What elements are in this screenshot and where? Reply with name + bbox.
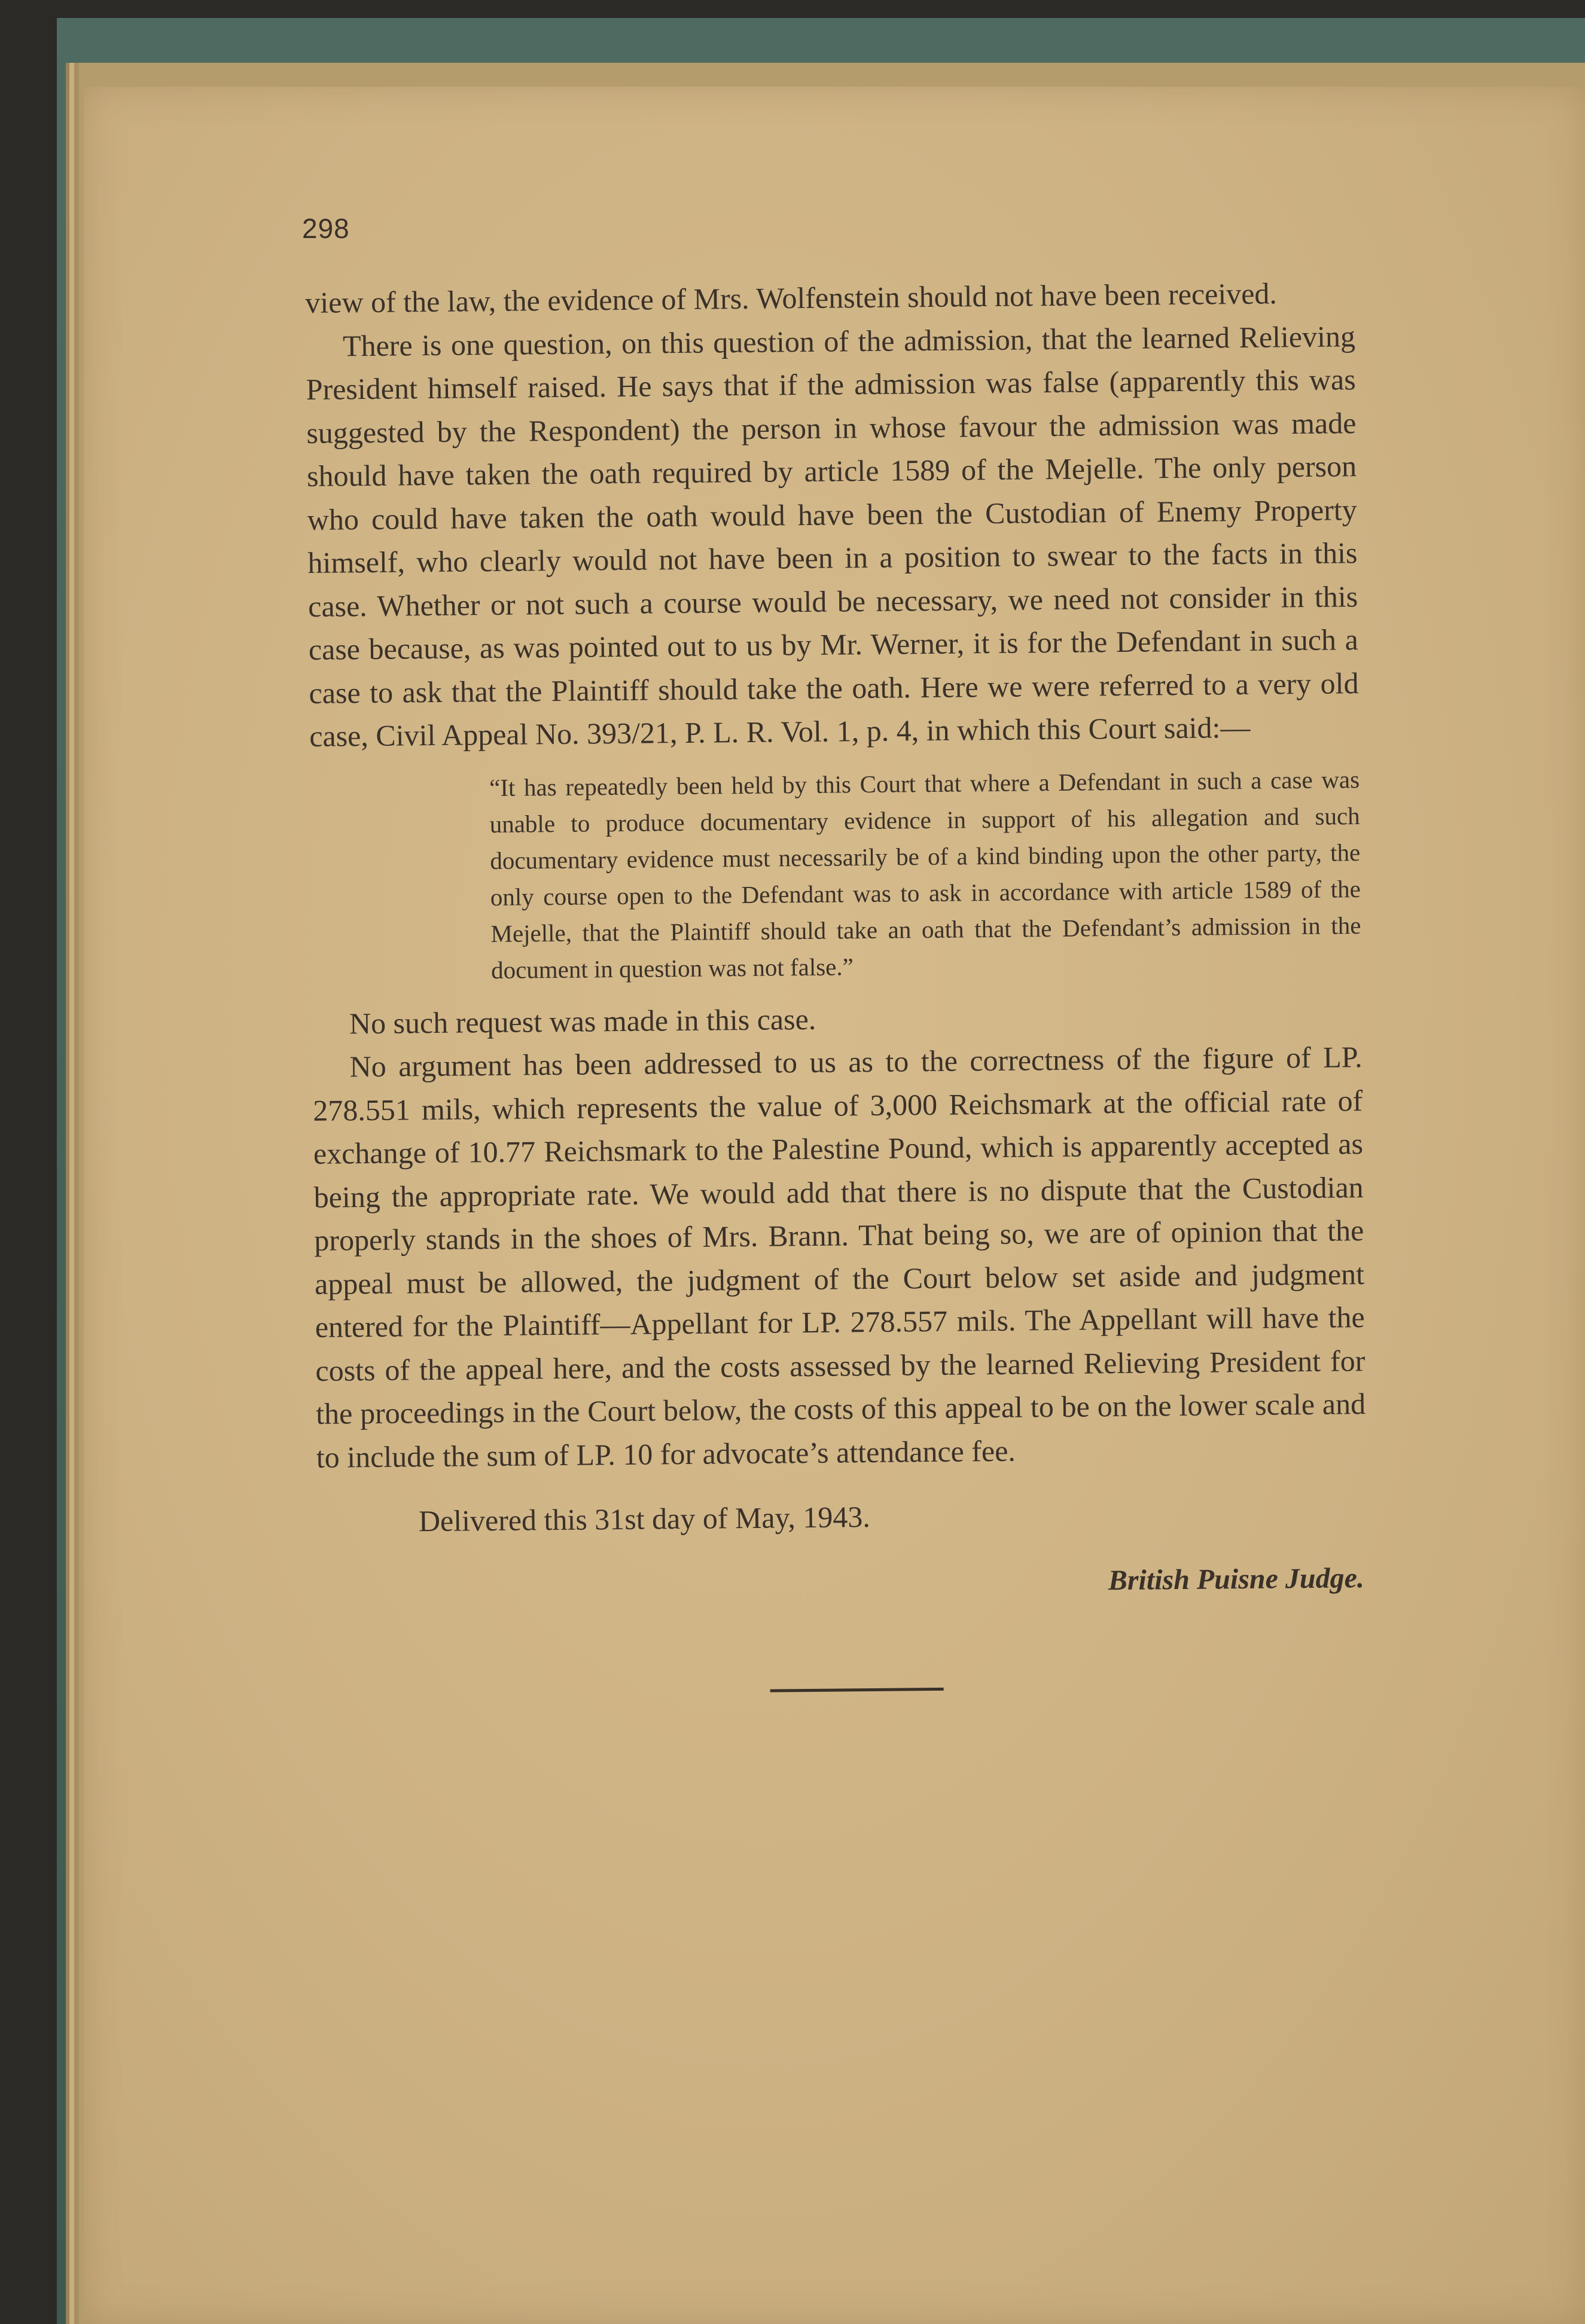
paragraph: No argument has been addressed to us as to the correctness of the figure of LP. 278.551 mils, which represents the value of 3,000 Reichsmark at the official rate of exchange of 10.77 Reichsmark to the Palestine Pound, which is apparently accepted as being the appropriate rate. We would add that there is no dispute that the Custodian properly stands in the shoes of Mrs. Brann. That being so, we are of opinion that the appeal must be allowed, the judgment of the Court below set aside and judgment entered for the Plaintiff—Appellant for LP. 278.557 mils. The Appellant will have the costs of the appeal here, and the costs assessed by the learned Relieving President for the proceedings in the Court below, the costs of this appeal to be on the lower scale and to include the sum of LP. 10 for advocate’s attendance fee.	[313, 1040, 1366, 1474]
paragraph: view of the law, the evidence of Mrs. Wolfenstein should not have been received.	[305, 276, 1278, 319]
block-quote: “It has repeatedly been held by this Court that where a Defendant in such a case was unable to produce documentary evidence in support of his allegation and such documentary evidence must necessarily be of a kind binding upon the other party, the only course open to the Defendant was to ask in accordance with article 1589 of the Mejelle, that the Plaintiff should take an oath that the Defendant’s admission in the document in question was not false.”	[489, 765, 1361, 984]
page-number: 298	[302, 213, 350, 244]
signature: British Puisne Judge.	[1108, 1561, 1365, 1596]
paragraph: There is one question, on this question of the admission, that the learned Relieving President himself raised. He says that if the admission was false (apparently this was suggested by the Respondent) the person in whose favour the admission was made should have taken the oath required by article 1589 of the Mejelle. The only person who could have taken the oath would have been the Custodian of Enemy Property himself, who clearly would not have been in a position to swear to the facts in this case. Whether or not such a course would be necessary, we need not consider in this case because, as was pointed out to us by Mr. Werner, it is for the Defendant in such a case to ask that the Plaintiff should take the oath. Here we were referred to a very old case, Civil Appeal No. 393/21, P. L. R. Vol. 1, p. 4, in which this Court said:—	[306, 319, 1359, 753]
page-body	[305, 271, 1368, 1696]
delivery-date: Delivered this 31st day of May, 1943.	[418, 1500, 871, 1538]
paragraph: No such request was made in this case.	[349, 1002, 816, 1040]
